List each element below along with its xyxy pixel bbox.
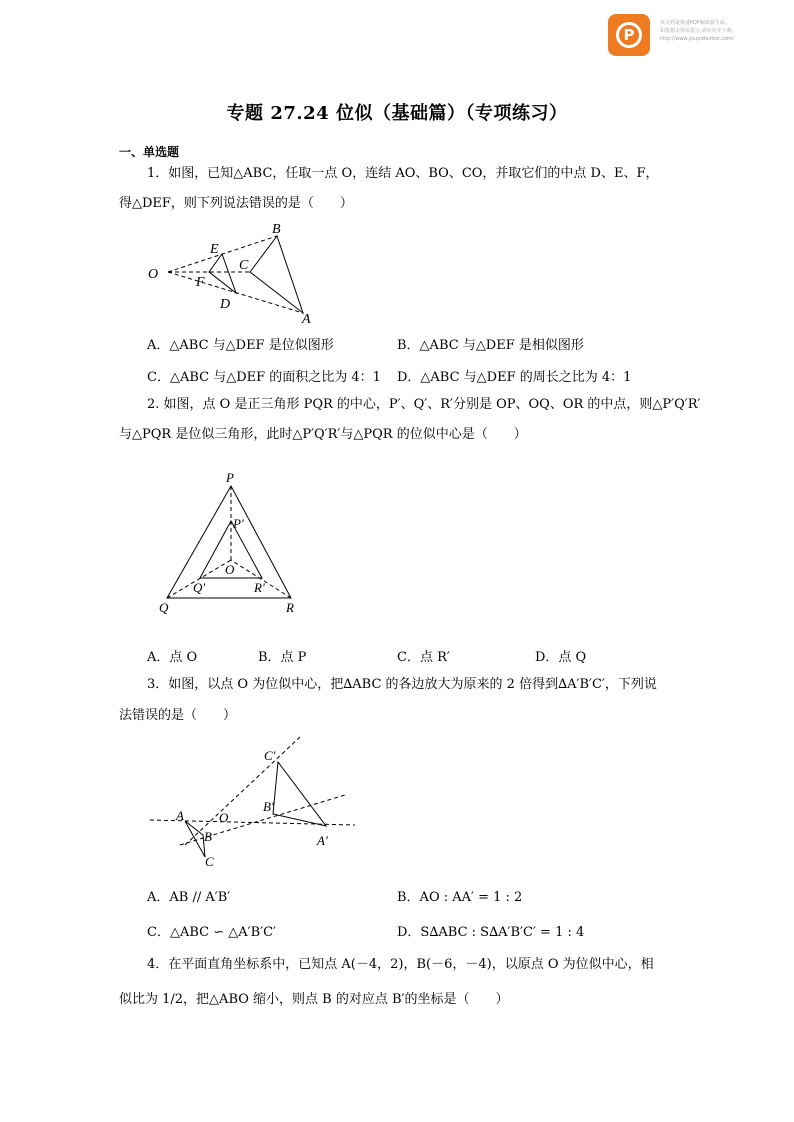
question-1-line-1: 1．如图，已知△ABC，任取一点 O，连结 AO、BO、CO，并取它们的中点 D、E、F， (147, 166, 659, 181)
question-3-line-1: 3．如图，以点 O 为位似中心，把∆ABC 的各边放大为原来的 2 倍得到∆A′B′C′，下列说 (147, 677, 657, 692)
question-2-line-1: 2. 如图，点 O 是正三角形 PQR 的中心，P′、Q′、R′分别是 OP、OQ、OR 的中点，则△P′Q′R′ (147, 397, 701, 412)
question-3-option-b[interactable]: B．AO : AA′ = 1 : 2 (397, 890, 523, 905)
logo-p-icon: P (616, 22, 642, 48)
label-r1: R′ (254, 580, 265, 595)
triangle-a1b1c1 (273, 762, 326, 826)
label-c1: C′ (264, 748, 276, 763)
label-c: C (239, 258, 249, 273)
question-2-line-2: 与△PQR 是位似三角形，此时△P′Q′R′与△PQR 的位似中心是（ ） (119, 427, 527, 442)
label-q1: Q′ (193, 580, 206, 595)
label-p1: P′ (233, 516, 244, 531)
question-2-option-a[interactable]: A．点 O (147, 650, 198, 665)
question-1-line-2: 得△DEF，则下列说法错误的是（ ） (119, 196, 353, 211)
triangle-def (209, 254, 236, 293)
label-e: E (210, 242, 219, 257)
question-2-figure (155, 468, 305, 618)
label-o: O (225, 562, 235, 577)
label-o: O (219, 810, 229, 825)
label-a: A (176, 808, 184, 823)
question-1-option-b[interactable]: B．△ABC 与△DEF 是相似图形 (397, 338, 584, 353)
question-1-option-d[interactable]: D．△ABC 与△DEF 的周长之比为 4：1 (397, 370, 632, 385)
question-4-line-1: 4．在平面直角坐标系中，已知点 A(－4，2)，B(－6，－4)，以原点 O 为位似中心，相 (147, 957, 654, 972)
question-1-option-c[interactable]: C．△ABC 与△DEF 的面积之比为 4：1 (147, 370, 381, 385)
label-q: Q (159, 600, 169, 615)
question-2-option-b[interactable]: B．点 P (258, 650, 307, 665)
label-r: R (286, 600, 294, 615)
triangle-pqr (167, 486, 291, 598)
label-a: A (302, 312, 311, 327)
logo-note-line: 该文档是极速PDF编辑器生成, (660, 20, 727, 26)
label-o: O (148, 267, 159, 282)
triangle-abc (185, 821, 205, 857)
label-f: F (196, 275, 205, 290)
page-title: 专题 27.24 位似（基础篇）（专项练习） (226, 103, 568, 124)
section-heading: 一、单选题 (119, 145, 180, 159)
label-b: B (204, 829, 212, 844)
triangle-abc (250, 236, 303, 313)
line-cc1 (185, 737, 300, 845)
logo-note-line: 如果想去掉该提示,请访问并下载: (660, 28, 734, 34)
question-3-option-c[interactable]: C．△ABC ∽ △A′B′C′ (147, 925, 276, 940)
label-c: C (205, 854, 214, 869)
label-b: B (272, 222, 281, 237)
question-3-option-a[interactable]: A．AB // A′B′ (147, 890, 231, 905)
question-2-option-d[interactable]: D．点 Q (535, 650, 587, 665)
question-4-line-2: 似比为 1/2，把△ABO 缩小，则点 B 的对应点 B′的坐标是（ ） (119, 992, 509, 1007)
question-3-figure (145, 735, 360, 870)
label-b1: B′ (263, 799, 274, 814)
logo-note (660, 19, 790, 43)
question-3-option-d[interactable]: D．S∆ABC : S∆A′B′C′ = 1 : 4 (397, 925, 585, 940)
label-p: P (226, 470, 234, 485)
label-a1: A′ (317, 833, 328, 848)
question-3-line-2: 法错误的是（ ） (119, 708, 237, 723)
label-d: D (220, 297, 231, 312)
question-1-option-a[interactable]: A．△ABC 与△DEF 是位似图形 (147, 338, 334, 353)
question-2-option-c[interactable]: C．点 R′ (397, 650, 450, 665)
question-1-figure (140, 218, 330, 328)
pdf-editor-logo (608, 14, 650, 56)
logo-note-line: http://www.jisupdfeditor.com/ (660, 36, 734, 42)
